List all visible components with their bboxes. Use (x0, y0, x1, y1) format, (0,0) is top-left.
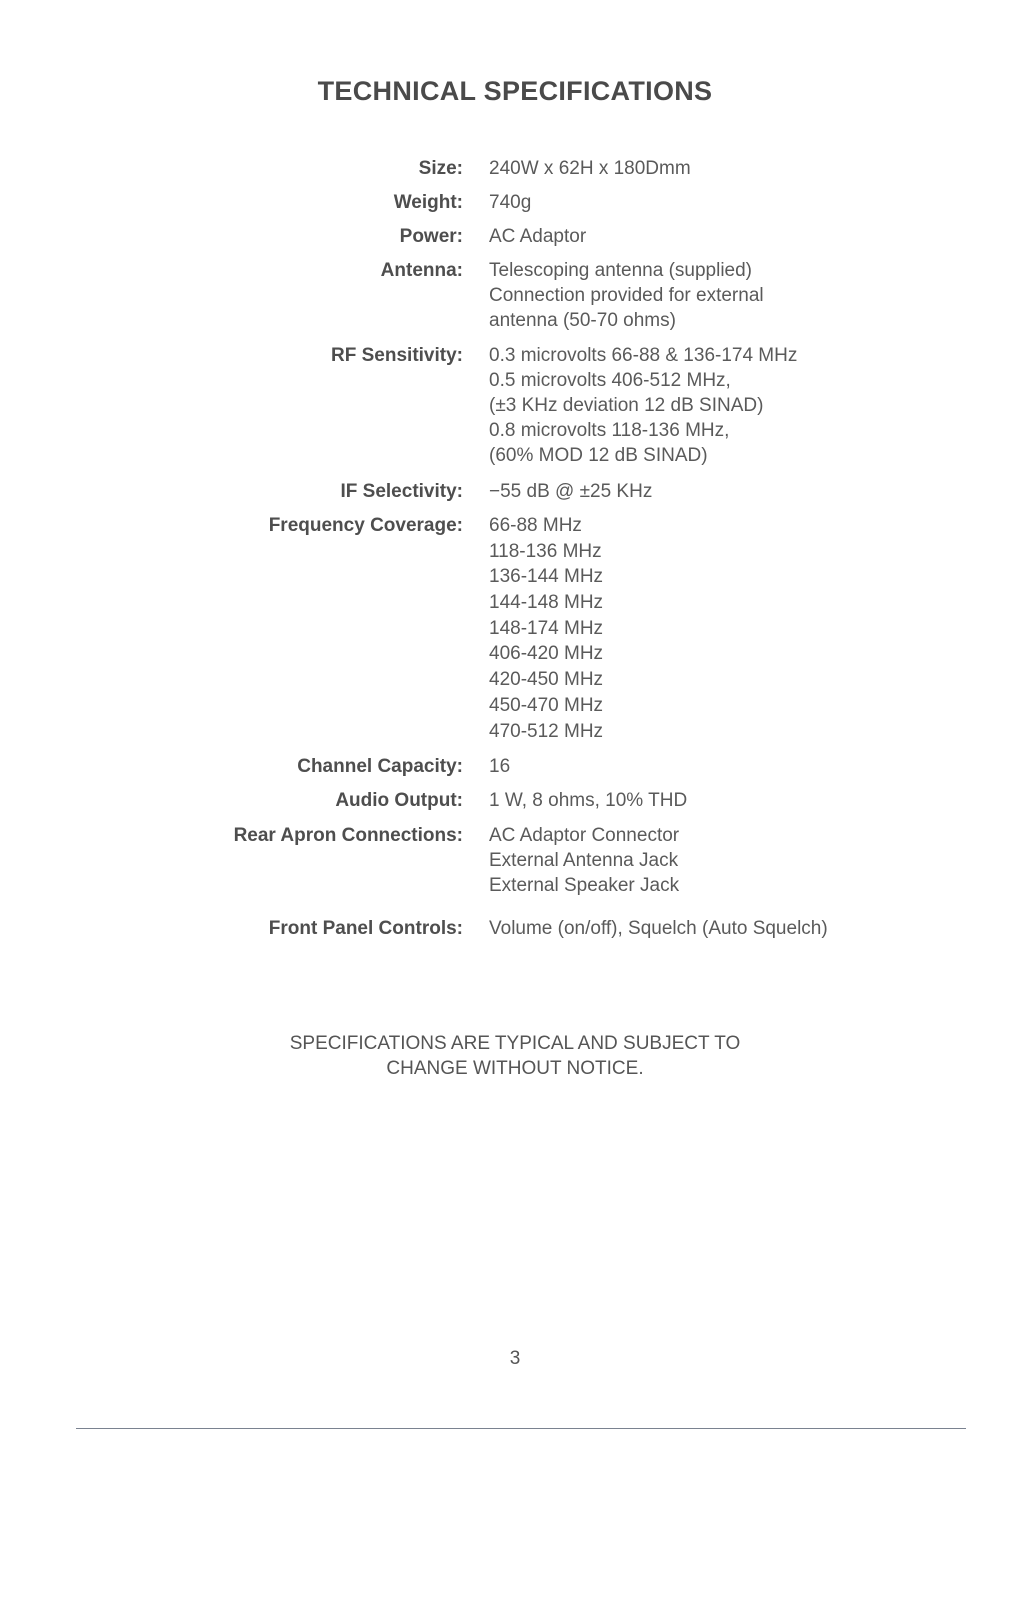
spec-value: antenna (50-70 ohms) (489, 310, 676, 331)
spec-value: 1 W, 8 ohms, 10% THD (489, 790, 688, 811)
spec-value: 0.3 microvolts 66-88 & 136-174 MHz (489, 345, 798, 366)
spec-value: 0.8 microvolts 118-136 MHz, (489, 420, 730, 441)
spec-value: 118-136 MHz (489, 540, 602, 562)
spec-value: 450-470 MHz (489, 694, 604, 716)
specifications-notice (0, 1031, 1030, 1081)
spec-value: 16 (489, 756, 511, 777)
spec-label: Front Panel Controls: (268, 918, 463, 939)
spec-values (489, 345, 797, 470)
spec-value: AC Adaptor (489, 226, 587, 247)
spec-value: 406-420 MHz (489, 643, 604, 665)
bottom-rule (76, 1428, 966, 1429)
spec-value: −55 dB @ ±25 KHz (489, 481, 653, 502)
spec-label: Power: (399, 226, 463, 247)
spec-value: Volume (on/off), Squelch (Auto Squelch) (489, 918, 828, 939)
spec-label: IF Selectivity: (340, 481, 463, 502)
spec-label: Rear Apron Connections: (233, 825, 463, 846)
spec-value: 0.5 microvolts 406-512 MHz, (489, 370, 731, 391)
spec-value: 240W x 62H x 180Dmm (489, 158, 691, 179)
spec-value: (±3 KHz deviation 12 dB SINAD) (489, 395, 764, 416)
spec-label: RF Sensitivity: (331, 345, 463, 366)
spec-value: 420-450 MHz (489, 669, 604, 691)
spec-value: Connection provided for external (489, 285, 764, 306)
spec-values (489, 481, 652, 506)
spec-value: 470-512 MHz (489, 720, 604, 742)
spec-value: (60% MOD 12 dB SINAD) (489, 445, 708, 466)
spec-value: 740g (489, 192, 532, 213)
spec-label: Frequency Coverage: (268, 515, 463, 536)
spec-values (489, 226, 586, 251)
spec-values (489, 192, 531, 217)
spec-label: Audio Output: (335, 790, 463, 811)
notice-line: SPECIFICATIONS ARE TYPICAL AND SUBJECT TO (289, 1033, 741, 1054)
spec-label: Channel Capacity: (297, 756, 463, 777)
spec-values (489, 790, 687, 815)
spec-values (489, 158, 691, 183)
spec-value: Telescoping antenna (supplied) (489, 260, 753, 281)
page-title: TECHNICAL SPECIFICATIONS (317, 76, 713, 106)
spec-values (489, 756, 510, 781)
spec-label: Size: (418, 158, 463, 179)
notice-line: CHANGE WITHOUT NOTICE. (386, 1058, 644, 1079)
spec-label: Antenna: (380, 260, 463, 281)
spec-value: External Speaker Jack (489, 875, 680, 896)
spec-label: Weight: (393, 192, 463, 213)
spec-values (489, 515, 603, 746)
spec-value: AC Adaptor Connector (489, 825, 680, 846)
spec-values (489, 825, 679, 900)
spec-value: 148-174 MHz (489, 617, 604, 639)
spec-value: 136-144 MHz (489, 566, 604, 588)
spec-value: 144-148 MHz (489, 592, 604, 614)
spec-value: External Antenna Jack (489, 850, 679, 871)
spec-value: 66-88 MHz (489, 515, 582, 536)
spec-values (489, 260, 764, 335)
spec-values (489, 918, 828, 943)
page-number: 3 (509, 1348, 521, 1369)
